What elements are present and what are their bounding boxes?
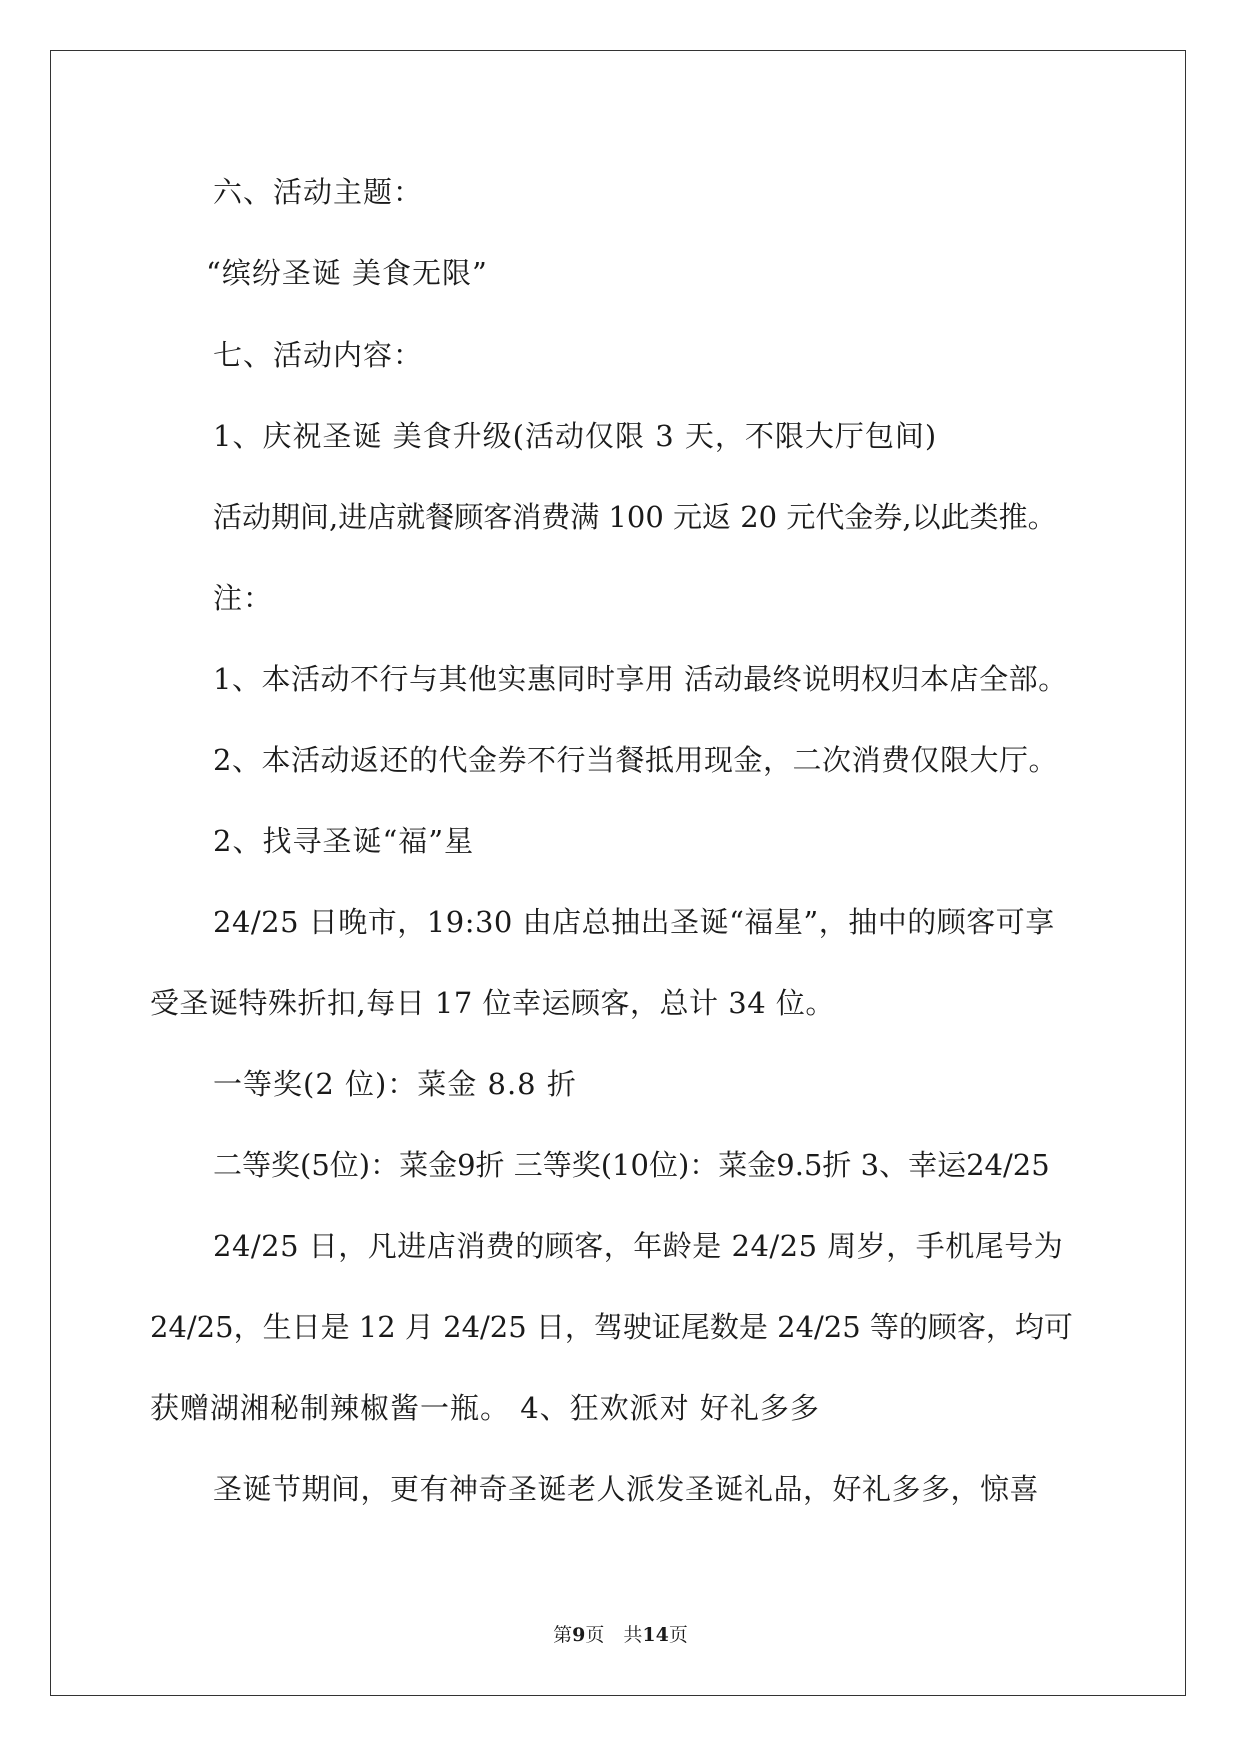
prize-second-third: 二等奖(5位)：菜金9折 三等奖(10位)：菜金9.5折 3、幸运24/25 bbox=[213, 1148, 1050, 1182]
paragraph-lucky-star: 24/25 日晚市，19:30 由店总抽出圣诞“福星”，抽中的顾客可享 bbox=[213, 905, 1055, 939]
paragraph-gift-and-item-4: 获赠湖湘秘制辣椒酱一瓶。 4、狂欢派对 好礼多多 bbox=[150, 1391, 820, 1425]
page-footer bbox=[0, 1623, 1241, 1647]
footer-total-pages: 14 bbox=[642, 1624, 669, 1646]
note-label: 注： bbox=[213, 581, 274, 615]
section-heading-theme: 六、活动主题： bbox=[213, 175, 424, 209]
prize-first: 一等奖(2 位)：菜金 8.8 折 bbox=[213, 1067, 577, 1101]
paragraph-lucky-numbers-continued: 24/25，生日是 12 月 24/25 日，驾驶证尾数是 24/25 等的顾客，均可 bbox=[150, 1310, 1073, 1344]
footer-middle: 页 共 bbox=[585, 1624, 643, 1646]
footer-current-page: 9 bbox=[572, 1624, 586, 1646]
page-border bbox=[50, 50, 1186, 1696]
theme-slogan: “缤纷圣诞 美食无限” bbox=[206, 256, 488, 290]
note-item-1: 1、本活动不行与其他实惠同时享用 活动最终说明权归本店全部。 bbox=[213, 662, 1068, 696]
item-1-heading: 1、庆祝圣诞 美食升级(活动仅限 3 天，不限大厅包间) bbox=[213, 419, 938, 453]
section-heading-content: 七、活动内容： bbox=[213, 338, 424, 372]
paragraph-lucky-star-continued: 受圣诞特殊折扣,每日 17 位幸运顾客，总计 34 位。 bbox=[150, 986, 835, 1020]
footer-suffix: 页 bbox=[668, 1624, 688, 1646]
paragraph-voucher: 活动期间,进店就餐顾客消费满 100 元返 20 元代金券,以此类推。 bbox=[213, 500, 1057, 534]
footer-prefix: 第 bbox=[553, 1624, 573, 1646]
paragraph-lucky-numbers: 24/25 日，凡进店消费的顾客，年龄是 24/25 周岁，手机尾号为 bbox=[213, 1229, 1064, 1263]
note-item-2: 2、本活动返还的代金券不行当餐抵用现金，二次消费仅限大厅。 bbox=[213, 743, 1058, 777]
item-2-heading: 2、找寻圣诞“福”星 bbox=[213, 824, 475, 858]
paragraph-christmas-party: 圣诞节期间，更有神奇圣诞老人派发圣诞礼品，好礼多多，惊喜 bbox=[213, 1472, 1040, 1506]
